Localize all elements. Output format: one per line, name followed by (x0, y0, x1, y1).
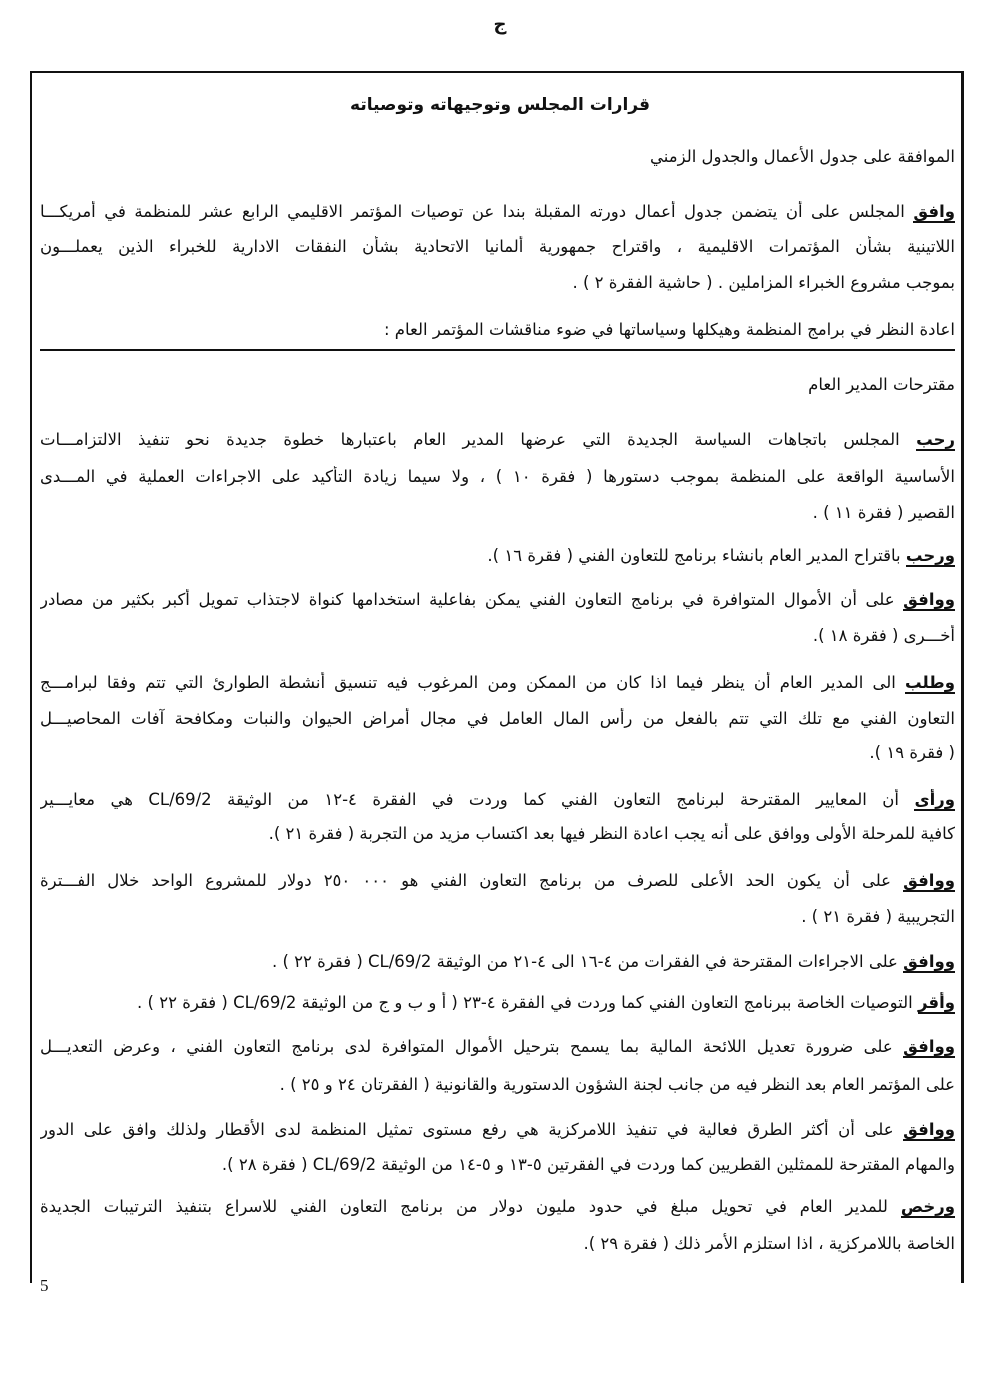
paragraph-lead-word: ووافق (903, 1120, 955, 1139)
paragraph-text: على ضرورة تعديل اللائحة المالية بما يسمح بترحيل الأموال المتوافرة لدى برنامج التعاون الفني ، وعرض التعديـــل (40, 1037, 893, 1056)
paragraph-text: على أن الأموال المتوافرة في برنامج التعاون الفني يمكن بفاعلية استخدامها كنواة لاجتذاب تمويل أكبر بكثير من مصادر (40, 590, 895, 609)
paragraph-text: التوصيات الخاصة ببرنامج التعاون الفني كما وردت في الفقرة ٤-٢٣ ( أ و ب و ج من الوثيقة CL/69/2 ( فقرة ٢٢ ) . (137, 993, 913, 1012)
paragraph-text: التعاون الفني مع تلك التي تتم بالفعل من رأس المال العامل في مجال أمراض الحيوان والنبات ومكافحة آفات المحاصيـــل (40, 709, 955, 728)
heading-dg-proposals (40, 374, 955, 396)
paragraph-line (40, 1196, 955, 1218)
paragraph-text: ( فقرة ١٩ ). (869, 743, 955, 762)
paragraph-lead-word: ووافق (903, 590, 955, 609)
paragraph-text: القصير ( فقرة ١١ ) . (812, 503, 955, 522)
title-text: قرارات المجلس وتوجيهاته وتوصياته (346, 95, 654, 116)
heading-review-text: اعادة النظر في برامج المنظمة وهيكلها وسياساتها في ضوء مناقشات المؤتمر العام : (40, 319, 955, 351)
paragraph-line (40, 906, 955, 928)
paragraph-text: الى المدير العام أن ينظر فيما اذا كان من الممكن ومن المرغوب فيه تنسيق أنشطة الطوارئ التي تتم وفقا لبرامـــج (40, 673, 896, 692)
paragraph-text: أن المعايير المقترحة لبرنامج التعاون الفني كما وردت في الفقرة ٤-١٢ من الوثيقة CL/69/2 هي معايـــير (40, 790, 899, 809)
paragraph-line (40, 672, 955, 694)
paragraph-lead-word: ووافق (903, 1037, 955, 1056)
paragraph-line (40, 429, 955, 451)
paragraph-lead-word: وطلب (904, 673, 955, 692)
paragraph-text: أخـــرى ( فقرة ١٨ ). (812, 626, 955, 645)
paragraph-line (40, 201, 955, 223)
paragraph-text: والمهام المقترحة للممثلين القطريين كما وردت في الفقرتين ٥-١٣ و ٥-١٤ من الوثيقة CL/69/2 ( فقرة ٢٨ ). (221, 1155, 955, 1174)
paragraph-line (40, 1154, 955, 1176)
paragraph-line (40, 466, 955, 488)
paragraph-line (40, 823, 955, 845)
heading-agenda (40, 146, 955, 168)
paragraph-text: على أن يكون الحد الأعلى للصرف من برنامج التعاون الفني هو ٠٠٠ ٢٥٠ دولار للمشروع الواحد خلال الفـــترة (40, 871, 892, 890)
document-title (0, 94, 1000, 116)
paragraph-text: على الاجراءات المقترحة في الفقرات من ٤-١٦ الى ٤-٢١ من الوثيقة CL/69/2 ( فقرة ٢٢ ) . (271, 952, 898, 971)
paragraph-line (40, 708, 955, 730)
paragraph-line (40, 1036, 955, 1058)
paragraph-text: المجلس على أن يتضمن جدول أعمال دورته المقبلة بندا عن توصيات المؤتمر الاقليمي الرابع عشر للمنظمة في أمريكـــا (40, 202, 905, 221)
page-mark: ج (493, 14, 507, 35)
paragraph-line (40, 789, 955, 811)
paragraph-lead-word: وافق (913, 202, 955, 221)
paragraph-text: التجريبية ( فقرة ٢١ ) . (801, 907, 955, 926)
paragraph-lead-word: ورحب (905, 546, 955, 565)
paragraph-lead-word: ورخص (900, 1197, 955, 1216)
paragraph-line (40, 870, 955, 892)
paragraph-text: المجلس باتجاهات السياسة الجديدة التي عرضها المدير العام باعتبارها خطوة جديدة نحو تنفيذ الالتزامـــات (40, 430, 900, 449)
paragraph-line (40, 272, 955, 294)
heading-agenda-text: الموافقة على جدول الأعمال والجدول الزمني (650, 147, 955, 168)
paragraph-line (40, 545, 955, 567)
paragraph-line (40, 1074, 955, 1096)
paragraph-text: باقتراح المدير العام بانشاء برنامج للتعاون الفني ( فقرة ١٦ ). (487, 546, 901, 565)
paragraph-text: للمدير العام في تحويل مبلغ في حدود مليون دولار من برنامج التعاون الفني للاسراع بتنفيذ الترتيبات الجديدة (40, 1197, 888, 1216)
page-number: 5 (40, 1276, 49, 1295)
paragraph-text: كافية للمرحلة الأولى ووافق على أنه يجب اعادة النظر فيها بعد اكتساب مزيد من التجربة ( فقرة ٢١ ). (268, 824, 955, 843)
paragraph-line (40, 589, 955, 611)
paragraph-line (40, 951, 955, 973)
heading-review (40, 319, 955, 351)
paragraph-text: بموجب مشروع الخبراء المزاملين . ( حاشية الفقرة ٢ ) . (572, 273, 955, 292)
paragraph-text: على المؤتمر العام بعد النظر فيه من جانب لجنة الشؤون الدستورية والقانونية ( الفقرتان ٢٤ و ٢٥ ) . (279, 1075, 955, 1094)
paragraph-lead-word: ورأى (914, 790, 955, 809)
paragraph-line (40, 236, 955, 258)
paragraph-line (40, 502, 955, 524)
paragraph-lead-word: رحب (916, 430, 955, 449)
paragraph-line (40, 625, 955, 647)
paragraph-line (40, 992, 955, 1014)
frame-left-rule (30, 71, 32, 1283)
paragraph-line (40, 742, 955, 764)
frame-top-rule (30, 71, 963, 73)
heading-dg-proposals-text: مقترحات المدير العام (808, 375, 955, 396)
paragraph-line (40, 1233, 955, 1255)
paragraph-lead-word: ووافق (903, 871, 955, 890)
frame-right-rule (961, 71, 964, 1283)
paragraph-line (40, 1119, 955, 1141)
paragraph-lead-word: ووافق (903, 952, 955, 971)
paragraph-text: اللاتينية بشأن المؤتمرات الاقليمية ، واقتراح جمهورية ألمانيا الاتحادية بشأن النفقات الادارية للخبراء الذين يعملـــون (40, 237, 955, 256)
paragraph-lead-word: وأقر (918, 993, 955, 1012)
paragraph-text: الخاصة باللامركزية ، اذا استلزم الأمر ذلك ( فقرة ٢٩ ). (583, 1234, 955, 1253)
paragraph-text: على أن أكثر الطرق فعالية في تنفيذ اللامركزية هي رفع مستوى تمثيل المنظمة لدى الأقطار ولذلك وافق على الدور (40, 1120, 894, 1139)
paragraph-text: الأساسية الواقعة على المنظمة بموجب دستورها ( فقرة ١٠ ) ، ولا سيما زيادة التأكيد على الاجراءات العملية في المـــدى (40, 467, 955, 486)
